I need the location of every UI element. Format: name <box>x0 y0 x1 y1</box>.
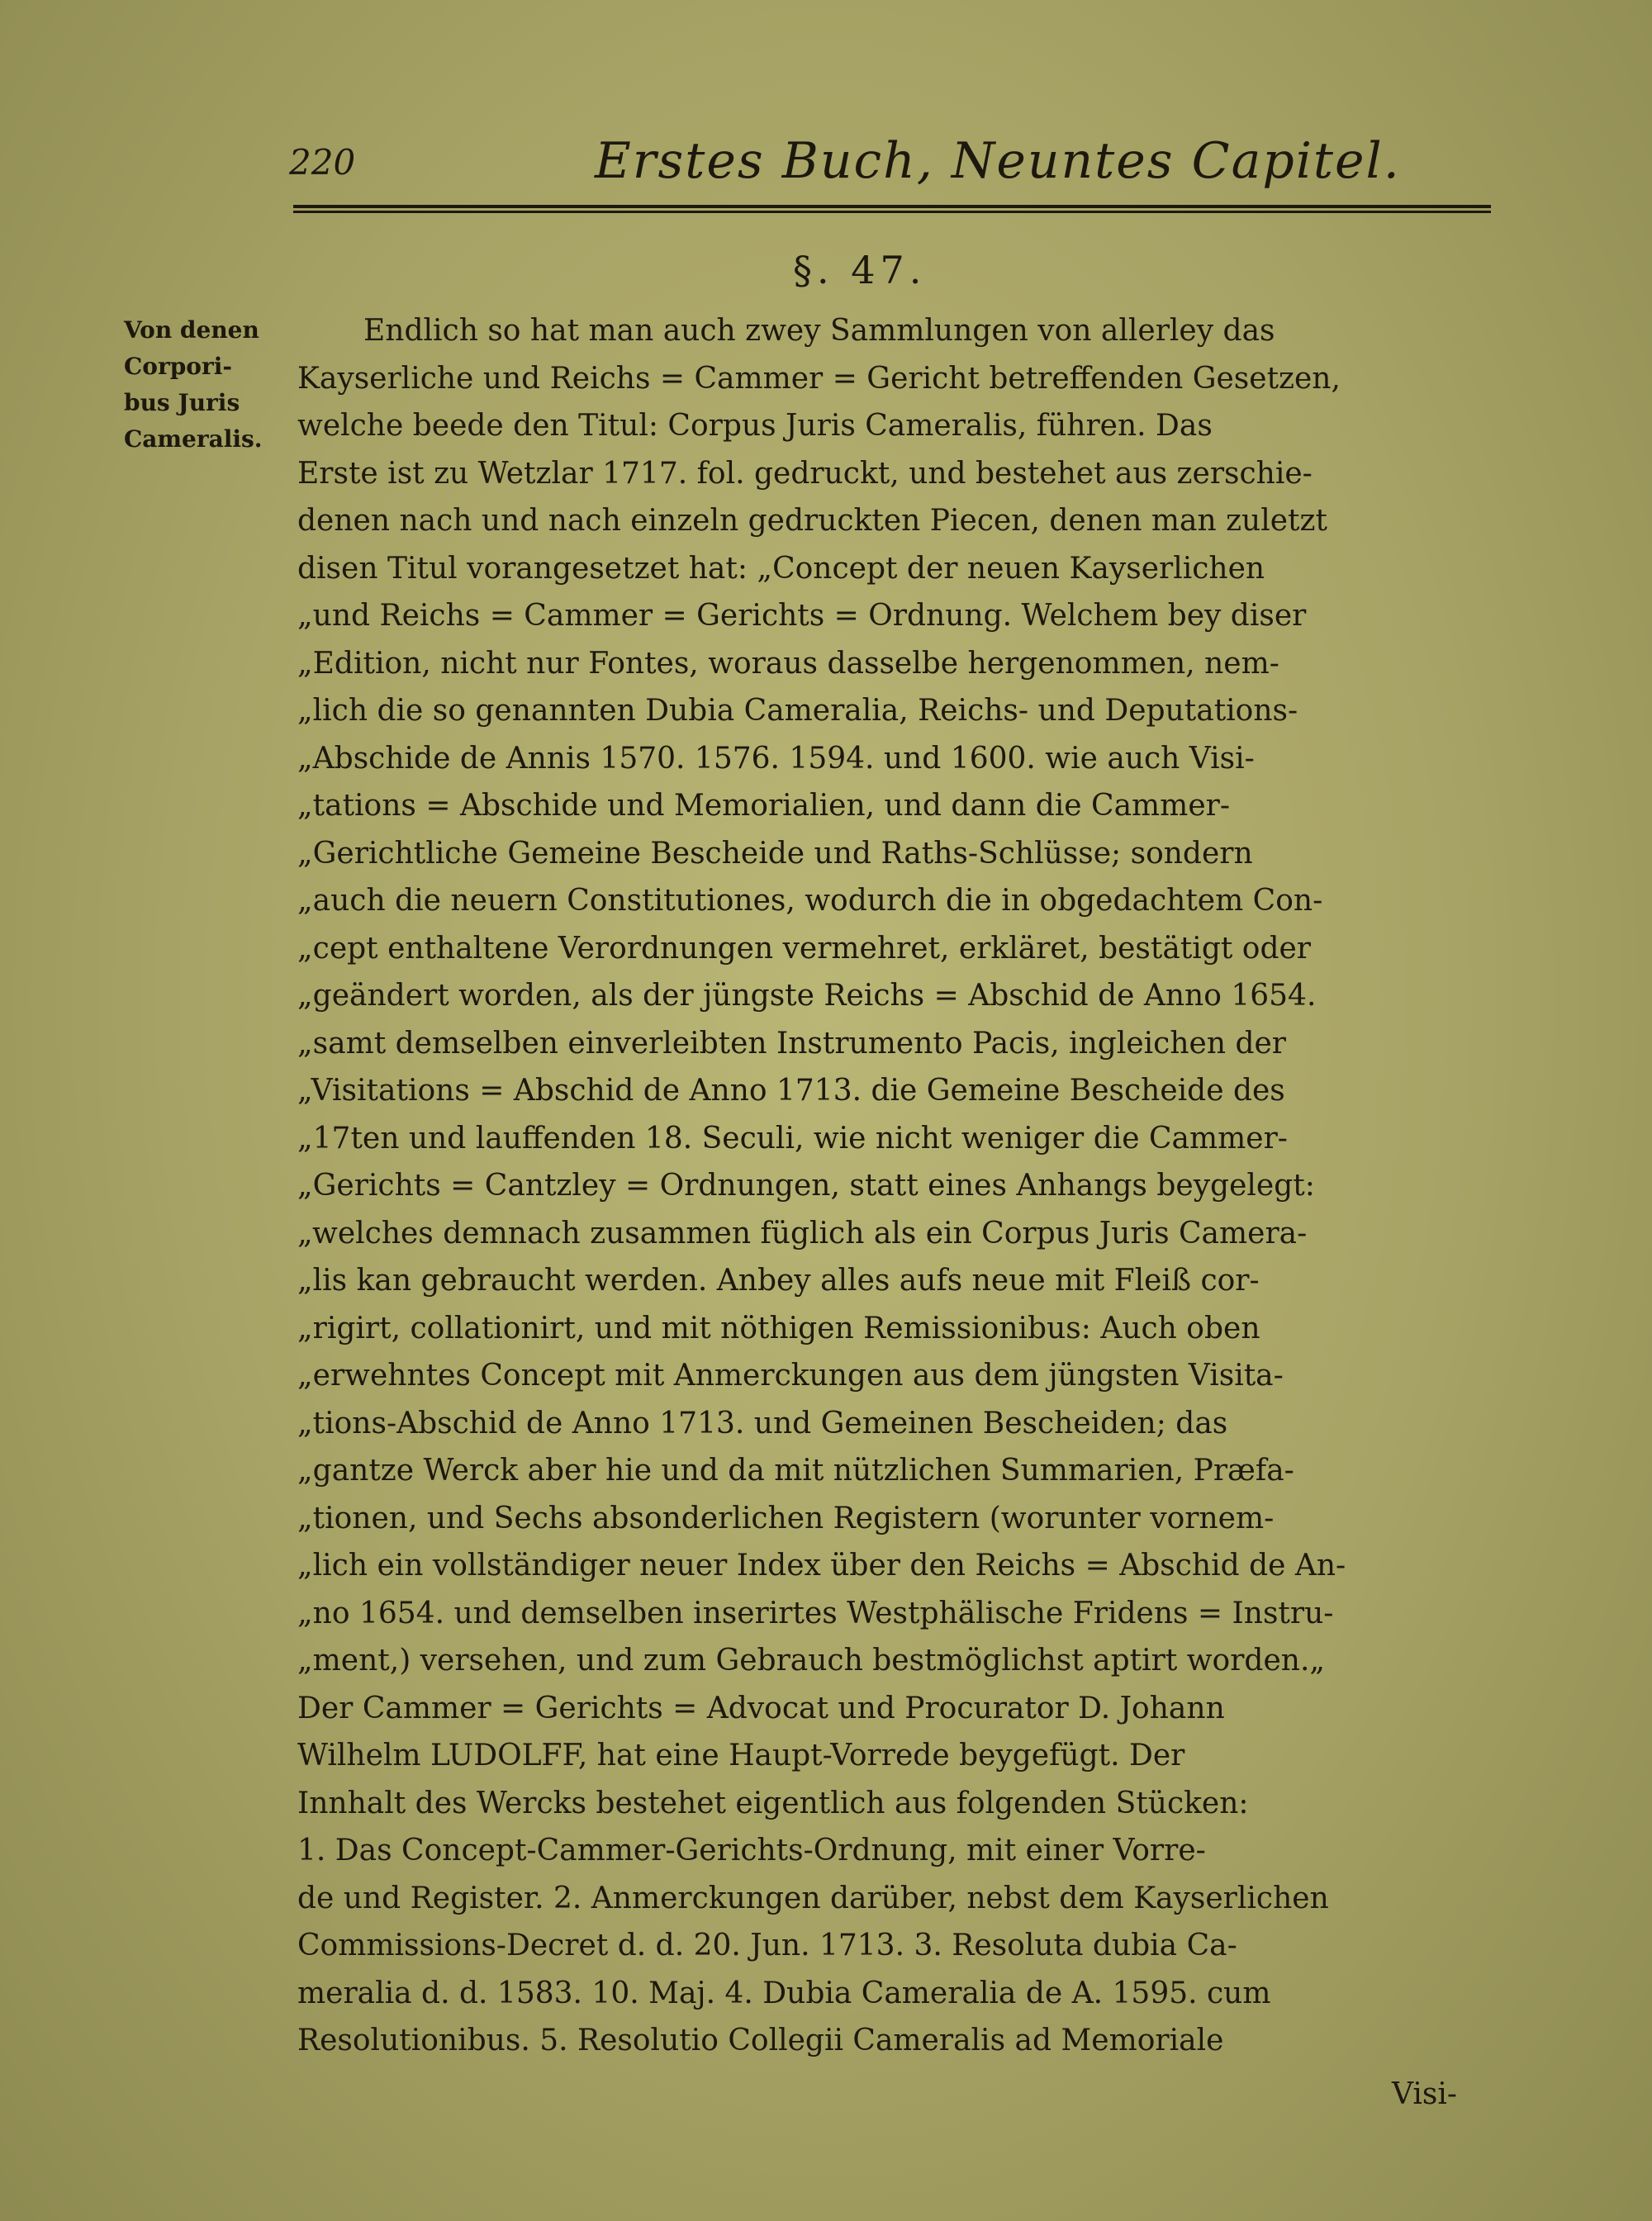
text-line: Wilhelm LUDOLFF, hat eine Haupt-Vorrede beygefügt. Der <box>297 1739 1185 1773</box>
text-line: welche beede den Titul: Corpus Juris Cameralis, führen. Das <box>297 409 1213 443</box>
text-line: „welches demnach zusammen füglich als ein Corpus Juris Camera- <box>297 1216 1308 1250</box>
text-line: Kayserliche und Reichs = Cammer = Gericht betreffenden Gesetzen, <box>297 361 1341 396</box>
text-line: disen Titul vorangesetzet hat: „Concept der neuen Kayserlichen <box>297 551 1265 586</box>
text-line: „auch die neuern Constitutiones, wodurch die in obgedachtem Con- <box>297 884 1323 918</box>
margin-note-line: Von denen <box>124 316 259 344</box>
page-header <box>289 132 1487 198</box>
running-title: Erstes Buch, Neuntes Capitel. <box>595 132 1401 190</box>
text-line: de und Register. 2. Anmerckungen darüber, nebst dem Kayserlichen <box>297 1881 1329 1915</box>
text-line: „lis kan gebraucht werden. Anbey alles aufs neue mit Fleiß cor- <box>297 1264 1260 1298</box>
margin-note-line: Corpori- <box>124 353 232 380</box>
margin-note-line: Cameralis. <box>124 425 263 453</box>
text-line: „lich die so genannten Dubia Cameralia, Reichs- und Deputations- <box>297 694 1298 728</box>
text-line: 1. Das Concept-Cammer-Gerichts-Ordnung, mit einer Vorre- <box>297 1834 1206 1867</box>
text-line: „gantze Werck aber hie und da mit nützlichen Summarien, Præfa- <box>297 1454 1294 1488</box>
text-line: „Gerichtliche Gemeine Bescheide und Raths-Schlüsse; sondern <box>297 836 1253 871</box>
text-line: Der Cammer = Gerichts = Advocat und Procurator D. Johann <box>297 1691 1225 1725</box>
text-line: Resolutionibus. 5. Resolutio Collegii Cameralis ad Memoriale <box>297 2024 1224 2057</box>
text-line: „geändert worden, als der jüngste Reichs = Abschid de Anno 1654. <box>297 979 1317 1013</box>
margin-note <box>124 312 301 458</box>
margin-note-line: bus Juris <box>124 389 240 416</box>
text-line: Erste ist zu Wetzlar 1717. fol. gedruckt, und bestehet aus zerschie- <box>297 456 1313 491</box>
section-number: §. 47. <box>793 248 927 292</box>
text-line: „Visitations = Abschid de Anno 1713. die Gemeine Bescheide des <box>297 1074 1285 1108</box>
text-line: Endlich so hat man auch zwey Sammlungen von allerley das <box>363 314 1275 348</box>
text-line: „lich ein vollständiger neuer Index über den Reichs = Abschid de An- <box>297 1549 1346 1583</box>
text-line: „erwehntes Concept mit Anmerckungen aus dem jüngsten Visita- <box>297 1359 1284 1393</box>
text-line: „Gerichts = Cantzley = Ordnungen, statt eines Anhangs beygelegt: <box>297 1169 1315 1203</box>
header-rule <box>293 205 1491 213</box>
catchword: Visi- <box>1392 2077 1458 2111</box>
text-line: „ment,) versehen, und zum Gebrauch bestmöglichst aptirt worden.„ <box>297 1644 1326 1678</box>
text-line: „tations = Abschide und Memorialien, und dann die Cammer- <box>297 789 1230 823</box>
text-line: „no 1654. und demselben inserirtes Westphälische Fridens = Instru- <box>297 1596 1334 1630</box>
page-number: 220 <box>289 142 356 183</box>
text-line: „tions-Abschid de Anno 1713. und Gemeinen Bescheiden; das <box>297 1406 1228 1440</box>
text-line: „cept enthaltene Verordnungen vermehret, erkläret, bestätigt oder <box>297 931 1312 966</box>
text-line: „Edition, nicht nur Fontes, woraus dasselbe hergenommen, nem- <box>297 646 1279 681</box>
text-line: „rigirt, collationirt, und mit nöthigen Remissionibus: Auch oben <box>297 1311 1260 1345</box>
text-line: denen nach und nach einzeln gedruckten Piecen, denen man zuletzt <box>297 504 1327 538</box>
text-line: „und Reichs = Cammer = Gerichts = Ordnung. Welchem bey diser <box>297 599 1307 633</box>
text-line: „17ten und lauffenden 18. Seculi, wie nicht weniger die Cammer- <box>297 1121 1288 1156</box>
text-line: „samt demselben einverleibten Instrumento Pacis, ingleichen der <box>297 1026 1286 1061</box>
text-line: „Abschide de Annis 1570. 1576. 1594. und 1600. wie auch Visi- <box>297 741 1255 776</box>
text-line: Commissions-Decret d. d. 20. Jun. 1713. 3. Resoluta dubia Ca- <box>297 1929 1237 1962</box>
body-text <box>297 307 1503 2065</box>
text-line: „tionen, und Sechs absonderlichen Registern (worunter vornem- <box>297 1501 1275 1535</box>
text-line: meralia d. d. 1583. 10. Maj. 4. Dubia Cameralia de A. 1595. cum <box>297 1976 1271 2010</box>
text-line: Innhalt des Wercks bestehet eigentlich aus folgenden Stücken: <box>297 1786 1249 1820</box>
